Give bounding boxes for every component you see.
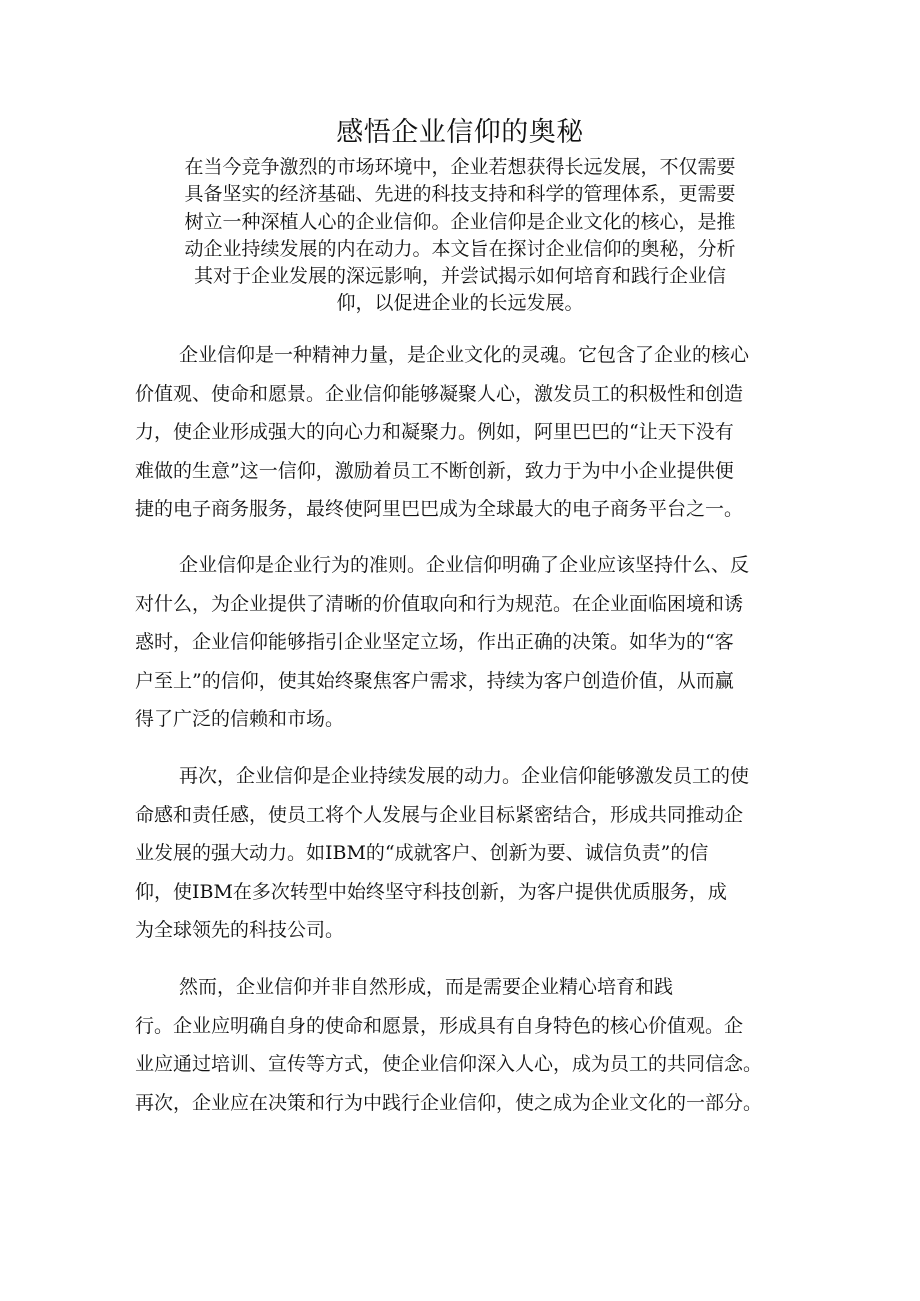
paragraph-line: 得了广泛的信赖和市场。 xyxy=(135,708,345,730)
paragraph-line: 为全球领先的科技公司。 xyxy=(135,919,345,941)
paragraph-line: 对什么，为企业提供了清晰的价值取向和行为规范。在企业面临困境和诱 xyxy=(135,592,744,615)
paragraph-line: 业应通过培训、宣传等方式，使企业信仰深入人心，成为员工的共同信念。 xyxy=(135,1053,763,1075)
abstract-line: 树立一种深植人心的企业信仰。企业信仰是企业文化的核心，是推 xyxy=(184,210,736,233)
abstract-line: 具备坚实的经济基础、先进的科技支持和科学的管理体系，更需要 xyxy=(184,183,736,206)
paragraph-line: 价值观、使命和愿景。企业信仰能够凝聚人心，激发员工的积极性和创造 xyxy=(135,382,744,405)
document-title: 感悟企业信仰的奥秘 xyxy=(336,117,584,148)
paragraph-line: 户至上”的信仰，使其始终聚焦客户需求，持续为客户创造价值，从而赢 xyxy=(135,669,734,692)
paragraph-line: 再次，企业应在决策和行为中践行企业信仰，使之成为企业文化的一部分。 xyxy=(135,1091,763,1114)
paragraph-line: 捷的电子商务服务，最终使阿里巴巴成为全球最大的电子商务平台之一。 xyxy=(135,498,744,520)
paragraph-line: 命感和责任感，使员工将个人发展与企业目标紧密结合，形成共同推动企 xyxy=(135,803,744,826)
abstract-line: 仰，以促进企业的长远发展。 xyxy=(336,292,584,315)
paragraph-line: 企业信仰是一种精神力量，是企业文化的灵魂。它包含了企业的核心 xyxy=(179,344,750,366)
paragraph-line: 业发展的强大动力。如IBM的“成就客户、创新为要、诚信负责”的信 xyxy=(135,842,709,864)
paragraph-line: 行。企业应明确自身的使命和愿景，形成具有自身特色的核心价值观。企 xyxy=(135,1014,744,1037)
paragraph-line: 惑时，企业信仰能够指引企业坚定立场，作出正确的决策。如华为的“客 xyxy=(135,631,734,653)
paragraph-line: 仰，使IBM在多次转型中始终坚守科技创新，为客户提供优质服务，成 xyxy=(135,880,727,903)
abstract-line: 在当今竞争激烈的市场环境中，企业若想获得长远发展，不仅需要 xyxy=(184,156,736,178)
paragraph-line: 难做的生意”这一信仰，激励着员工不断创新，致力于为中小企业提供便 xyxy=(135,459,734,482)
paragraph-line: 力，使企业形成强大的向心力和凝聚力。例如，阿里巴巴的“让天下没有 xyxy=(135,421,734,443)
paragraph-line: 企业信仰是企业行为的准则。企业信仰明确了企业应该坚持什么、反 xyxy=(179,554,750,576)
body-paragraph-2 xyxy=(135,546,795,739)
body-paragraph-3 xyxy=(135,757,795,950)
paragraph-line: 然而，企业信仰并非自然形成，而是需要企业精心培育和践 xyxy=(179,976,674,998)
paragraph-line: 再次，企业信仰是企业持续发展的动力。企业信仰能够激发员工的使 xyxy=(179,765,750,787)
body-paragraph-1 xyxy=(135,336,795,529)
abstract-line: 动企业持续发展的内在动力。本文旨在探讨企业信仰的奥秘，分析 xyxy=(184,237,736,260)
body-paragraph-4 xyxy=(135,968,795,1122)
abstract-line: 其对于企业发展的深远影响，并尝试揭示如何培育和践行企业信 xyxy=(193,265,726,288)
abstract xyxy=(150,154,770,318)
